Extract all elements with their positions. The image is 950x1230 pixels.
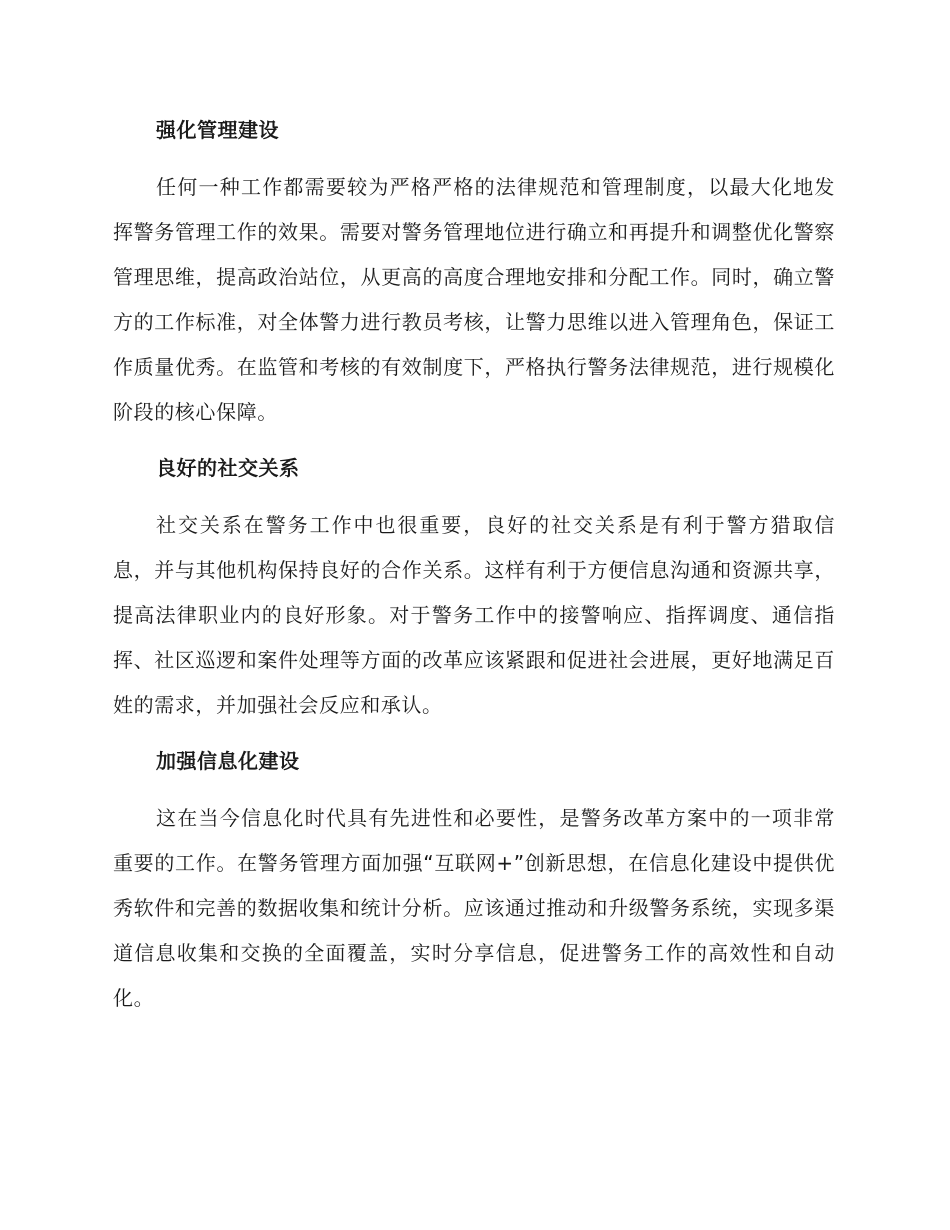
section-heading: 加强信息化建设 xyxy=(156,749,300,773)
section-paragraph: 任何一种工作都需要较为严格严格的法律规范和管理制度，以最大化地发挥警务管理工作的效果。需要对警务管理地位进行确立和再提升和调整优化警察管理思维，提高政治站位，从更高的高度合理地安排和分配工作。同时，确立警方的工作标准，对全体警力进行教员考核，让警力思维以进入管理角色，保证工作质量优秀。在监管和考核的有效制度下，严格执行警务法律规范，进行规模化阶段的核心保障。 xyxy=(113,175,835,424)
section-heading: 良好的社交关系 xyxy=(156,456,300,480)
section-paragraph: 社交关系在警务工作中也很重要，良好的社交关系是有利于警方猎取信息，并与其他机构保持良好的合作关系。这样有利于方便信息沟通和资源共享，提高法律职业内的良好形象。对于警务工作中的接警响应、指挥调度、通信指挥、社区巡逻和案件处理等方面的改革应该紧跟和促进社会进展，更好地满足百姓的需求，并加强社会反应和承认。 xyxy=(113,513,835,717)
section-paragraph: 这在当今信息化时代具有先进性和必要性，是警务改革方案中的一项非常重要的工作。在警务管理方面加强“互联网+”创新思想，在信息化建设中提供优秀软件和完善的数据收集和统计分析。应该通过推动和升级警务系统，实现多渠道信息收集和交换的全面覆盖，实时分享信息，促进警务工作的高效性和自动化。 xyxy=(113,806,835,1010)
section-heading: 强化管理建设 xyxy=(156,118,279,142)
document-body xyxy=(113,110,835,1021)
